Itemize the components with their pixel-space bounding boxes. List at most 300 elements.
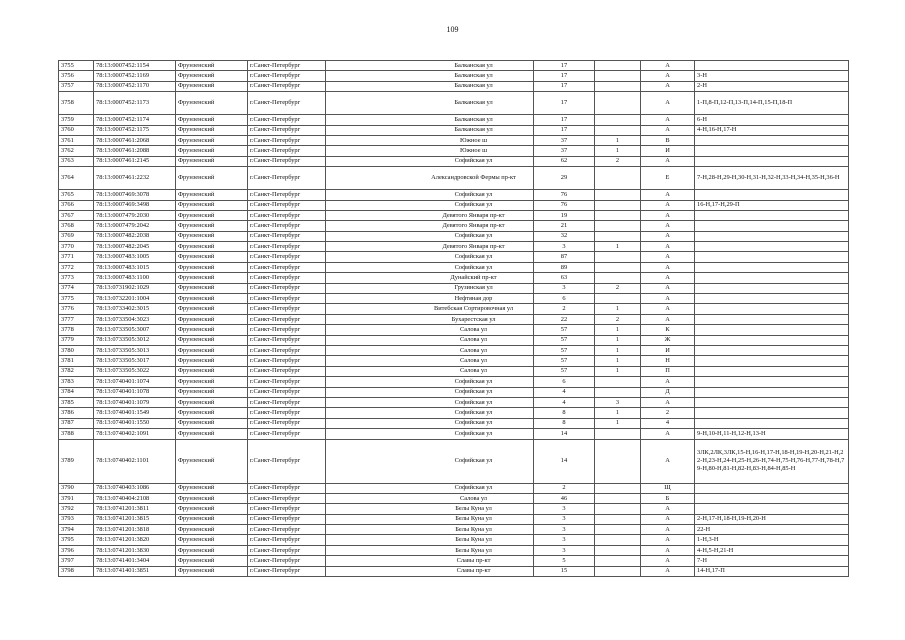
cell-house: 19	[534, 210, 595, 220]
cell-district: Фрунзенский	[176, 135, 248, 145]
cell-district: Фрунзенский	[176, 439, 248, 483]
cell-street: Софийская ул	[326, 262, 534, 272]
table-row	[59, 335, 849, 345]
cell-premises	[695, 387, 849, 397]
cell-district: Фрунзенский	[176, 314, 248, 324]
cell-number: 3784	[59, 387, 94, 397]
cell-district: Фрунзенский	[176, 429, 248, 439]
cell-litera: А	[641, 81, 695, 91]
cell-district: Фрунзенский	[176, 535, 248, 545]
cell-district: Фрунзенский	[176, 566, 248, 576]
cell-litera: И	[641, 345, 695, 355]
cell-number: 3761	[59, 135, 94, 145]
cell-number: 3791	[59, 493, 94, 503]
cell-street: Бухарестская ул	[326, 314, 534, 324]
cell-number: 3782	[59, 366, 94, 376]
cell-street: Грузинская ул	[326, 283, 534, 293]
cell-street: Софийская ул	[326, 483, 534, 493]
cell-number: 3781	[59, 356, 94, 366]
cell-house: 8	[534, 408, 595, 418]
cell-district: Фрунзенский	[176, 483, 248, 493]
cell-premises: 2-Н,17-Н,18-Н,19-Н,20-Н	[695, 514, 849, 524]
cell-cadastral-number: 78:13:0007452:1170	[94, 81, 176, 91]
cell-litera: А	[641, 92, 695, 115]
cell-street: Белы Куна ул	[326, 504, 534, 514]
cell-number: 3770	[59, 242, 94, 252]
cell-house: 37	[534, 135, 595, 145]
cell-street: Софийская ул	[326, 429, 534, 439]
cell-litera: А	[641, 283, 695, 293]
cell-premises: 14-Н,17-П	[695, 566, 849, 576]
cell-cadastral-number: 78:13:0007452:1169	[94, 71, 176, 81]
cell-cadastral-number: 78:13:0007469:3498	[94, 200, 176, 210]
cell-number: 3797	[59, 556, 94, 566]
cell-street: Нефтяная дор	[326, 294, 534, 304]
cell-district: Фрунзенский	[176, 200, 248, 210]
cell-cadastral-number: 78:13:0733505:3022	[94, 366, 176, 376]
cell-house: 3	[534, 545, 595, 555]
cell-building: 1	[595, 356, 641, 366]
cell-street: Балканская ул	[326, 115, 534, 125]
table-row	[59, 200, 849, 210]
cell-premises	[695, 242, 849, 252]
cell-street: Славы пр-кт	[326, 556, 534, 566]
cell-city: г.Санкт-Петербург	[248, 92, 326, 115]
table-row	[59, 210, 849, 220]
cell-district: Фрунзенский	[176, 345, 248, 355]
cell-premises: 4-Н,5-Н,21-Н	[695, 545, 849, 555]
cell-house: 17	[534, 92, 595, 115]
cell-building: 2	[595, 314, 641, 324]
cell-cadastral-number: 78:13:0733505:3007	[94, 325, 176, 335]
cell-street: Славы пр-кт	[326, 566, 534, 576]
cell-street: Салова ул	[326, 335, 534, 345]
cell-litera: А	[641, 242, 695, 252]
cell-street: Софийская ул	[326, 156, 534, 166]
cell-district: Фрунзенский	[176, 242, 248, 252]
cell-house: 17	[534, 125, 595, 135]
cell-city: г.Санкт-Петербург	[248, 71, 326, 81]
cell-cadastral-number: 78:13:0741401:3404	[94, 556, 176, 566]
cell-building	[595, 483, 641, 493]
cell-cadastral-number: 78:13:0007461:2088	[94, 146, 176, 156]
cell-litera: А	[641, 200, 695, 210]
cell-cadastral-number: 78:13:0741201:3820	[94, 535, 176, 545]
cell-premises	[695, 146, 849, 156]
cell-building: 3	[595, 397, 641, 407]
cell-cadastral-number: 78:13:0007452:1175	[94, 125, 176, 135]
cell-cadastral-number: 78:13:0731902:1029	[94, 283, 176, 293]
cell-building	[595, 231, 641, 241]
cell-litera: А	[641, 221, 695, 231]
cell-litera: Ж	[641, 335, 695, 345]
cell-city: г.Санкт-Петербург	[248, 418, 326, 428]
table-row	[59, 167, 849, 190]
cell-litera: А	[641, 314, 695, 324]
cell-premises	[695, 273, 849, 283]
cell-building	[595, 545, 641, 555]
cell-city: г.Санкт-Петербург	[248, 167, 326, 190]
cell-litera: Б	[641, 493, 695, 503]
cell-cadastral-number: 78:13:0740401:1079	[94, 397, 176, 407]
cell-district: Фрунзенский	[176, 377, 248, 387]
cell-building	[595, 200, 641, 210]
cell-building: 1	[595, 408, 641, 418]
table-row	[59, 294, 849, 304]
cell-number: 3763	[59, 156, 94, 166]
cell-cadastral-number: 78:13:0741201:3830	[94, 545, 176, 555]
table-row	[59, 545, 849, 555]
cell-litera: А	[641, 525, 695, 535]
table-row	[59, 514, 849, 524]
cell-number: 3757	[59, 81, 94, 91]
cell-city: г.Санкт-Петербург	[248, 535, 326, 545]
cell-district: Фрунзенский	[176, 387, 248, 397]
table-row	[59, 156, 849, 166]
cell-cadastral-number: 78:13:0007469:3078	[94, 190, 176, 200]
cell-litera: И	[641, 146, 695, 156]
cell-cadastral-number: 78:13:0007479:2042	[94, 221, 176, 231]
cell-street: Белы Куна ул	[326, 525, 534, 535]
cell-house: 3	[534, 535, 595, 545]
table-row	[59, 387, 849, 397]
cell-building: 1	[595, 418, 641, 428]
cell-number: 3792	[59, 504, 94, 514]
cell-cadastral-number: 78:13:0741201:3818	[94, 525, 176, 535]
table-row	[59, 135, 849, 145]
cell-street: Салова ул	[326, 366, 534, 376]
cell-house: 3	[534, 242, 595, 252]
cell-house: 6	[534, 377, 595, 387]
table-row	[59, 71, 849, 81]
cell-cadastral-number: 78:13:0733505:3012	[94, 335, 176, 345]
cell-litera: А	[641, 429, 695, 439]
property-register-table	[58, 60, 849, 577]
cell-litera: Щ	[641, 483, 695, 493]
cell-building: 1	[595, 335, 641, 345]
cell-cadastral-number: 78:13:0007452:1173	[94, 92, 176, 115]
cell-number: 3774	[59, 283, 94, 293]
cell-premises: 9-Н,10-Н,11-Н,12-Н,13-Н	[695, 429, 849, 439]
cell-house: 15	[534, 566, 595, 576]
cell-building	[595, 535, 641, 545]
cell-city: г.Санкт-Петербург	[248, 566, 326, 576]
cell-city: г.Санкт-Петербург	[248, 221, 326, 231]
cell-building	[595, 125, 641, 135]
cell-cadastral-number: 78:13:0740401:1074	[94, 377, 176, 387]
cell-building	[595, 377, 641, 387]
cell-city: г.Санкт-Петербург	[248, 190, 326, 200]
cell-premises: 16-Н,17-Н,29-П	[695, 200, 849, 210]
cell-number: 3777	[59, 314, 94, 324]
cell-building	[595, 493, 641, 503]
cell-cadastral-number: 78:13:0741201:3815	[94, 514, 176, 524]
cell-district: Фрунзенский	[176, 418, 248, 428]
table-row	[59, 377, 849, 387]
cell-litera: А	[641, 294, 695, 304]
cell-city: г.Санкт-Петербург	[248, 356, 326, 366]
cell-building	[595, 387, 641, 397]
cell-street: Дунайский пр-кт	[326, 273, 534, 283]
cell-premises: 7-Н,28-Н,29-Н,30-Н,31-Н,32-Н,33-Н,34-Н,35-Н,36-Н	[695, 167, 849, 190]
table-row	[59, 439, 849, 483]
cell-district: Фрунзенский	[176, 504, 248, 514]
cell-house: 21	[534, 221, 595, 231]
cell-city: г.Санкт-Петербург	[248, 283, 326, 293]
cell-city: г.Санкт-Петербург	[248, 294, 326, 304]
cell-premises: 1-П,8-П,12-П,13-П,14-П,15-П,18-П	[695, 92, 849, 115]
cell-number: 3767	[59, 210, 94, 220]
table-row	[59, 556, 849, 566]
cell-cadastral-number: 78:13:0740401:1550	[94, 418, 176, 428]
cell-building	[595, 504, 641, 514]
cell-number: 3760	[59, 125, 94, 135]
cell-house: 63	[534, 273, 595, 283]
cell-cadastral-number: 78:13:0733402:3015	[94, 304, 176, 314]
cell-litera: Е	[641, 167, 695, 190]
cell-house: 14	[534, 429, 595, 439]
cell-street: Софийская ул	[326, 397, 534, 407]
cell-district: Фрунзенский	[176, 92, 248, 115]
cell-building: 2	[595, 156, 641, 166]
cell-city: г.Санкт-Петербург	[248, 556, 326, 566]
cell-premises	[695, 483, 849, 493]
cell-city: г.Санкт-Петербург	[248, 345, 326, 355]
table-row	[59, 397, 849, 407]
cell-building	[595, 115, 641, 125]
cell-street: Софийская ул	[326, 418, 534, 428]
cell-city: г.Санкт-Петербург	[248, 439, 326, 483]
cell-premises: 3ЛК,2ЛК,3ЛК,15-Н,16-Н,17-Н,18-Н,19-Н,20-Н,21-Н,22-Н,23-Н,24-Н,25-Н,26-Н,74-Н,75-Н,76-Н,77-Н,78-Н,79-Н,80-Н,81-Н,82-Н,83-Н,84-Н,85-Н	[695, 439, 849, 483]
cell-number: 3779	[59, 335, 94, 345]
cell-city: г.Санкт-Петербург	[248, 81, 326, 91]
cell-building	[595, 71, 641, 81]
cell-district: Фрунзенский	[176, 408, 248, 418]
cell-cadastral-number: 78:13:0741201:3811	[94, 504, 176, 514]
cell-district: Фрунзенский	[176, 125, 248, 135]
table-row	[59, 356, 849, 366]
cell-district: Фрунзенский	[176, 397, 248, 407]
cell-house: 2	[534, 304, 595, 314]
table-row	[59, 221, 849, 231]
table-row	[59, 366, 849, 376]
cell-number: 3769	[59, 231, 94, 241]
cell-house: 22	[534, 314, 595, 324]
table-row	[59, 283, 849, 293]
cell-number: 3794	[59, 525, 94, 535]
cell-district: Фрунзенский	[176, 190, 248, 200]
table-row	[59, 493, 849, 503]
cell-street: Балканская ул	[326, 81, 534, 91]
cell-street: Балканская ул	[326, 71, 534, 81]
cell-premises	[695, 61, 849, 71]
cell-city: г.Санкт-Петербург	[248, 135, 326, 145]
cell-city: г.Санкт-Петербург	[248, 252, 326, 262]
cell-premises	[695, 304, 849, 314]
cell-number: 3764	[59, 167, 94, 190]
cell-house: 17	[534, 81, 595, 91]
cell-city: г.Санкт-Петербург	[248, 493, 326, 503]
cell-city: г.Санкт-Петербург	[248, 115, 326, 125]
cell-street: Витебская Сортировочная ул	[326, 304, 534, 314]
cell-number: 3786	[59, 408, 94, 418]
cell-building: 1	[595, 242, 641, 252]
cell-building: 1	[595, 325, 641, 335]
cell-city: г.Санкт-Петербург	[248, 377, 326, 387]
page-number: 109	[446, 25, 459, 34]
cell-litera: А	[641, 252, 695, 262]
cell-building: 1	[595, 345, 641, 355]
cell-house: 8	[534, 418, 595, 428]
cell-house: 57	[534, 356, 595, 366]
cell-number: 3765	[59, 190, 94, 200]
cell-litera: А	[641, 210, 695, 220]
cell-street: Балканская ул	[326, 125, 534, 135]
cell-house: 6	[534, 294, 595, 304]
cell-litera: А	[641, 273, 695, 283]
cell-district: Фрунзенский	[176, 283, 248, 293]
cell-number: 3798	[59, 566, 94, 576]
cell-number: 3762	[59, 146, 94, 156]
cell-house: 57	[534, 366, 595, 376]
cell-house: 29	[534, 167, 595, 190]
table-row	[59, 81, 849, 91]
cell-number: 3768	[59, 221, 94, 231]
cell-litera: А	[641, 545, 695, 555]
cell-street: Софийская ул	[326, 200, 534, 210]
cell-building	[595, 514, 641, 524]
cell-street: Салова ул	[326, 345, 534, 355]
cell-litera: К	[641, 325, 695, 335]
cell-street: Белы Куна ул	[326, 514, 534, 524]
cell-litera: А	[641, 61, 695, 71]
cell-cadastral-number: 78:13:0007461:2068	[94, 135, 176, 145]
table-row	[59, 429, 849, 439]
cell-house: 87	[534, 252, 595, 262]
cell-street: Софийская ул	[326, 439, 534, 483]
cell-number: 3785	[59, 397, 94, 407]
cell-number: 3795	[59, 535, 94, 545]
cell-street: Балканская ул	[326, 61, 534, 71]
cell-number: 3796	[59, 545, 94, 555]
cell-district: Фрунзенский	[176, 325, 248, 335]
cell-litera: 2	[641, 408, 695, 418]
cell-cadastral-number: 78:13:0740402:1091	[94, 429, 176, 439]
cell-building	[595, 556, 641, 566]
cell-city: г.Санкт-Петербург	[248, 366, 326, 376]
cell-number: 3788	[59, 429, 94, 439]
cell-house: 76	[534, 190, 595, 200]
cell-premises	[695, 325, 849, 335]
cell-house: 17	[534, 71, 595, 81]
cell-number: 3776	[59, 304, 94, 314]
cell-house: 57	[534, 335, 595, 345]
cell-premises	[695, 335, 849, 345]
cell-cadastral-number: 78:13:0740402:1101	[94, 439, 176, 483]
cell-litera: А	[641, 262, 695, 272]
cell-number: 3759	[59, 115, 94, 125]
cell-city: г.Санкт-Петербург	[248, 387, 326, 397]
cell-building	[595, 429, 641, 439]
cell-premises: 7-Н	[695, 556, 849, 566]
cell-number: 3787	[59, 418, 94, 428]
cell-cadastral-number: 78:13:0007479:2030	[94, 210, 176, 220]
cell-premises	[695, 231, 849, 241]
cell-premises	[695, 418, 849, 428]
cell-building	[595, 167, 641, 190]
cell-street: Девятого Января пр-кт	[326, 242, 534, 252]
cell-building	[595, 252, 641, 262]
cell-cadastral-number: 78:13:0741401:3851	[94, 566, 176, 576]
cell-house: 46	[534, 493, 595, 503]
cell-district: Фрунзенский	[176, 356, 248, 366]
table-row	[59, 190, 849, 200]
cell-litera: А	[641, 566, 695, 576]
cell-number: 3771	[59, 252, 94, 262]
cell-city: г.Санкт-Петербург	[248, 304, 326, 314]
cell-premises: 3-Н	[695, 71, 849, 81]
cell-street: Балканская ул	[326, 92, 534, 115]
cell-house: 3	[534, 504, 595, 514]
table-row	[59, 345, 849, 355]
cell-building: 1	[595, 304, 641, 314]
cell-premises: 22-Н	[695, 525, 849, 535]
cell-litera: А	[641, 397, 695, 407]
cell-house: 57	[534, 345, 595, 355]
cell-cadastral-number: 78:13:0733505:3013	[94, 345, 176, 355]
cell-district: Фрунзенский	[176, 231, 248, 241]
cell-city: г.Санкт-Петербург	[248, 125, 326, 135]
cell-building: 1	[595, 146, 641, 156]
cell-number: 3755	[59, 61, 94, 71]
cell-city: г.Санкт-Петербург	[248, 429, 326, 439]
cell-street: Софийская ул	[326, 190, 534, 200]
cell-district: Фрунзенский	[176, 167, 248, 190]
cell-district: Фрунзенский	[176, 210, 248, 220]
cell-city: г.Санкт-Петербург	[248, 483, 326, 493]
cell-cadastral-number: 78:13:0007461:2145	[94, 156, 176, 166]
table-row	[59, 408, 849, 418]
cell-street: Девятого Января пр-кт	[326, 210, 534, 220]
cell-premises	[695, 156, 849, 166]
cell-house: 3	[534, 514, 595, 524]
cell-city: г.Санкт-Петербург	[248, 408, 326, 418]
cell-street: Белы Куна ул	[326, 545, 534, 555]
cell-litera: А	[641, 514, 695, 524]
table-row	[59, 242, 849, 252]
cell-litera: А	[641, 125, 695, 135]
cell-street: Софийская ул	[326, 231, 534, 241]
cell-building	[595, 262, 641, 272]
cell-district: Фрунзенский	[176, 556, 248, 566]
cell-building	[595, 439, 641, 483]
cell-district: Фрунзенский	[176, 525, 248, 535]
cell-house: 37	[534, 146, 595, 156]
table-row	[59, 304, 849, 314]
cell-number: 3766	[59, 200, 94, 210]
cell-number: 3789	[59, 439, 94, 483]
cell-premises: 4-Н,16-Н,17-Н	[695, 125, 849, 135]
cell-house: 89	[534, 262, 595, 272]
cell-street: Южное ш	[326, 135, 534, 145]
cell-litera: Н	[641, 356, 695, 366]
table-row	[59, 252, 849, 262]
cell-premises	[695, 190, 849, 200]
cell-cadastral-number: 78:13:0007483:1100	[94, 273, 176, 283]
cell-house: 3	[534, 525, 595, 535]
cell-litera: А	[641, 190, 695, 200]
cell-city: г.Санкт-Петербург	[248, 231, 326, 241]
